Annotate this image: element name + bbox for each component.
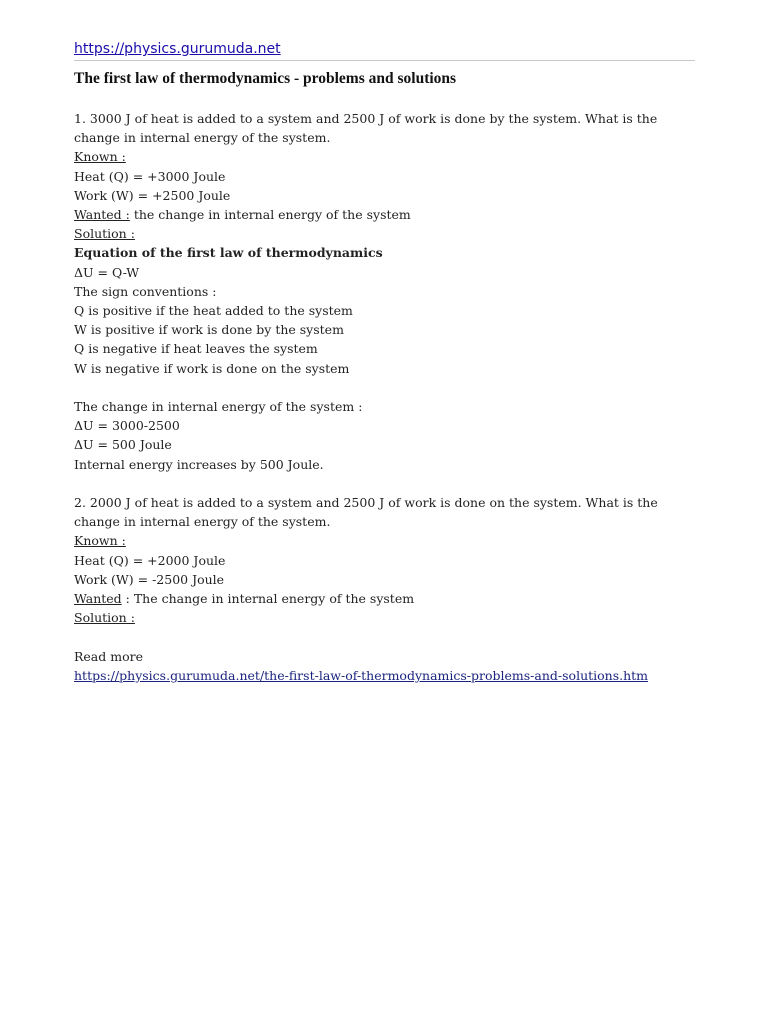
blank-line [74, 627, 695, 646]
sign-convention-4: W is negative if work is done on the system [74, 360, 350, 376]
problem-2-solution-line [74, 608, 695, 627]
problem-1-result: Internal energy increases by 500 Joule. [74, 456, 324, 472]
problem-1-wanted-line [74, 205, 695, 224]
wanted-label: Wanted : [74, 207, 130, 223]
equation: ΔU = Q-W [74, 264, 140, 280]
problem-2-heat: Heat (Q) = +2000 Joule [74, 552, 226, 568]
sign-conventions-label: The sign conventions : [74, 283, 217, 299]
wanted-text: the change in internal energy of the system [129, 207, 411, 223]
known-label: Known : [74, 149, 126, 165]
blank-line [74, 474, 695, 493]
calculation-1: ΔU = 3000-2500 [74, 418, 180, 434]
wanted-label: Wanted [74, 591, 122, 607]
problem-2-wanted-line [74, 589, 695, 608]
problem-1-known-line [74, 147, 695, 166]
known-label: Known : [74, 533, 126, 549]
sign-convention-3: Q is negative if heat leaves the system [74, 341, 318, 357]
problem-1-question: 1. 3000 J of heat is added to a system and 2500 J of work is done by the system. What is the change in internal energy of the system. [74, 111, 658, 146]
read-more-link[interactable]: https://physics.gurumuda.net/the-first-law-of-thermodynamics-problems-and-solutions.htm [74, 667, 649, 683]
document-body [74, 109, 695, 685]
change-label: The change in internal energy of the system : [74, 399, 363, 415]
problem-1-heat: Heat (Q) = +3000 Joule [74, 168, 226, 184]
problem-2-known-line [74, 531, 695, 550]
read-more-label: Read more [74, 648, 143, 664]
solution-label: Solution : [74, 610, 135, 626]
problem-1-solution-line [74, 224, 695, 243]
calculation-2: ΔU = 500 Joule [74, 437, 172, 453]
sign-convention-1: Q is positive if the heat added to the system [74, 303, 353, 319]
problem-2-work: Work (W) = -2500 Joule [74, 571, 225, 587]
sign-convention-2: W is positive if work is done by the system [74, 322, 344, 338]
blank-line [74, 378, 695, 397]
solution-label: Solution : [74, 226, 135, 242]
header-divider [74, 60, 695, 61]
problem-1-work: Work (W) = +2500 Joule [74, 187, 231, 203]
site-link[interactable]: https://physics.gurumuda.net [74, 41, 281, 57]
problem-2-question: 2. 2000 J of heat is added to a system and 2500 J of work is done on the system. What is the change in internal energy of the system. [74, 495, 658, 530]
equation-heading: Equation of the first law of thermodynamics [74, 245, 383, 261]
wanted-text: : The change in internal energy of the system [121, 591, 415, 607]
page-title: The first law of thermodynamics - problems and solutions [74, 70, 457, 87]
